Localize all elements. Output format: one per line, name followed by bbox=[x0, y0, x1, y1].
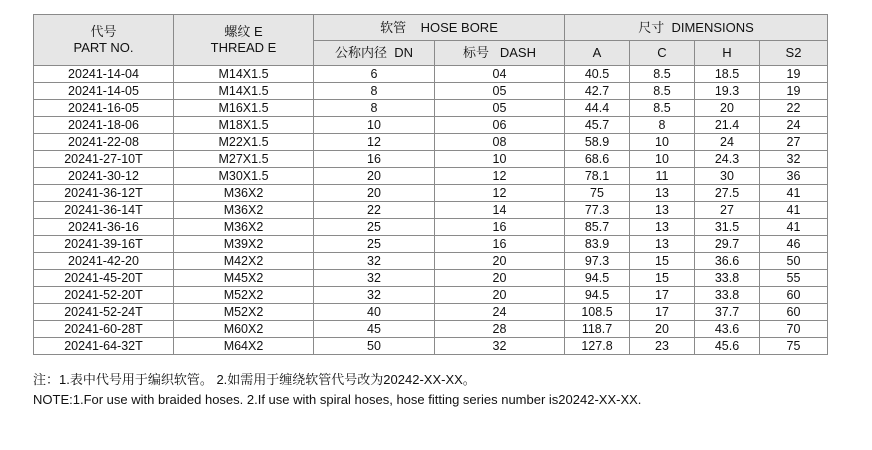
table-row bbox=[34, 253, 828, 270]
cell-dim-a: 108.5 bbox=[565, 304, 630, 321]
table-row bbox=[34, 236, 828, 253]
cell-dim-h: 31.5 bbox=[695, 219, 760, 236]
cell-dim-h: 24 bbox=[695, 134, 760, 151]
cell-dash: 24 bbox=[435, 304, 565, 321]
cell-dn: 8 bbox=[314, 83, 435, 100]
cell-dim-a: 85.7 bbox=[565, 219, 630, 236]
cell-dim-a: 44.4 bbox=[565, 100, 630, 117]
cell-dim-c: 13 bbox=[630, 236, 695, 253]
cell-dim-c: 11 bbox=[630, 168, 695, 185]
notes bbox=[33, 370, 641, 410]
cell-dim-c: 10 bbox=[630, 151, 695, 168]
cell-dim-a: 118.7 bbox=[565, 321, 630, 338]
cell-dn: 6 bbox=[314, 66, 435, 83]
cell-dim-s2: 60 bbox=[760, 304, 828, 321]
cell-dash: 14 bbox=[435, 202, 565, 219]
cell-dim-s2: 27 bbox=[760, 134, 828, 151]
cell-dim-h: 21.4 bbox=[695, 117, 760, 134]
cell-dn: 45 bbox=[314, 321, 435, 338]
cell-thread: M45X2 bbox=[174, 270, 314, 287]
cell-dim-h: 43.6 bbox=[695, 321, 760, 338]
cell-part-no: 20241-42-20 bbox=[34, 253, 174, 270]
table-row bbox=[34, 185, 828, 202]
cell-dim-c: 17 bbox=[630, 287, 695, 304]
cell-dash: 12 bbox=[435, 185, 565, 202]
cell-thread: M52X2 bbox=[174, 287, 314, 304]
cell-thread: M18X1.5 bbox=[174, 117, 314, 134]
table-row bbox=[34, 168, 828, 185]
cell-dn: 25 bbox=[314, 219, 435, 236]
header-dim-a: A bbox=[565, 41, 630, 66]
cell-dn: 10 bbox=[314, 117, 435, 134]
cell-part-no: 20241-16-05 bbox=[34, 100, 174, 117]
header-hose-bore: 软管 HOSE BORE bbox=[314, 15, 565, 41]
cell-dim-h: 18.5 bbox=[695, 66, 760, 83]
note-en: NOTE:1.For use with braided hoses. 2.If use with spiral hoses, hose fitting series number is20242-XX-XX. bbox=[33, 392, 642, 407]
cell-dim-h: 27.5 bbox=[695, 185, 760, 202]
cell-dn: 12 bbox=[314, 134, 435, 151]
cell-part-no: 20241-36-16 bbox=[34, 219, 174, 236]
cell-dim-h: 24.3 bbox=[695, 151, 760, 168]
cell-dash: 10 bbox=[435, 151, 565, 168]
table-row bbox=[34, 270, 828, 287]
cell-dash: 16 bbox=[435, 219, 565, 236]
cell-dim-s2: 22 bbox=[760, 100, 828, 117]
cell-part-no: 20241-30-12 bbox=[34, 168, 174, 185]
cell-dim-c: 17 bbox=[630, 304, 695, 321]
header-part-no bbox=[34, 15, 174, 66]
cell-dim-a: 97.3 bbox=[565, 253, 630, 270]
cell-dim-a: 40.5 bbox=[565, 66, 630, 83]
cell-part-no: 20241-36-14T bbox=[34, 202, 174, 219]
cell-part-no: 20241-22-08 bbox=[34, 134, 174, 151]
cell-thread: M30X1.5 bbox=[174, 168, 314, 185]
table-row bbox=[34, 100, 828, 117]
cell-dim-c: 13 bbox=[630, 219, 695, 236]
cell-dim-a: 45.7 bbox=[565, 117, 630, 134]
cell-dn: 22 bbox=[314, 202, 435, 219]
header-thread-en: THREAD E bbox=[210, 40, 277, 55]
cell-thread: M36X2 bbox=[174, 219, 314, 236]
cell-dim-a: 94.5 bbox=[565, 287, 630, 304]
table-row bbox=[34, 287, 828, 304]
table-row bbox=[34, 219, 828, 236]
cell-thread: M14X1.5 bbox=[174, 83, 314, 100]
cell-dn: 40 bbox=[314, 304, 435, 321]
cell-thread: M60X2 bbox=[174, 321, 314, 338]
cell-thread: M52X2 bbox=[174, 304, 314, 321]
cell-dim-s2: 55 bbox=[760, 270, 828, 287]
cell-dim-s2: 19 bbox=[760, 83, 828, 100]
table-row bbox=[34, 117, 828, 134]
cell-dim-s2: 70 bbox=[760, 321, 828, 338]
table-row bbox=[34, 338, 828, 355]
header-dn: 公称内径 DN bbox=[314, 41, 435, 66]
cell-dash: 16 bbox=[435, 236, 565, 253]
cell-thread: M27X1.5 bbox=[174, 151, 314, 168]
cell-dim-s2: 32 bbox=[760, 151, 828, 168]
cell-dim-h: 36.6 bbox=[695, 253, 760, 270]
cell-dash: 28 bbox=[435, 321, 565, 338]
header-dim-c: C bbox=[630, 41, 695, 66]
header-dim-s2: S2 bbox=[760, 41, 828, 66]
cell-dash: 20 bbox=[435, 287, 565, 304]
cell-dash: 32 bbox=[435, 338, 565, 355]
cell-thread: M14X1.5 bbox=[174, 66, 314, 83]
cell-dim-s2: 36 bbox=[760, 168, 828, 185]
cell-dim-s2: 24 bbox=[760, 117, 828, 134]
table-row bbox=[34, 134, 828, 151]
header-thread-cn: 螺纹 E bbox=[224, 24, 263, 39]
cell-dim-a: 127.8 bbox=[565, 338, 630, 355]
header-dimensions: 尺寸 DIMENSIONS bbox=[565, 15, 828, 41]
cell-dn: 50 bbox=[314, 338, 435, 355]
header-thread bbox=[174, 15, 314, 66]
cell-dn: 32 bbox=[314, 253, 435, 270]
table-body bbox=[34, 66, 828, 355]
cell-dim-h: 33.8 bbox=[695, 270, 760, 287]
note-cn: 注：1.表中代号用于编织软管。 2.如需用于缠绕软管代号改为20242-XX-XX。 bbox=[33, 372, 476, 387]
header-part-no-cn: 代号 bbox=[90, 24, 117, 39]
cell-dim-a: 42.7 bbox=[565, 83, 630, 100]
table-row bbox=[34, 151, 828, 168]
cell-dim-a: 78.1 bbox=[565, 168, 630, 185]
header-part-no-en: PART NO. bbox=[73, 40, 134, 55]
cell-part-no: 20241-52-20T bbox=[34, 287, 174, 304]
cell-dim-h: 30 bbox=[695, 168, 760, 185]
cell-dim-s2: 60 bbox=[760, 287, 828, 304]
cell-dim-s2: 41 bbox=[760, 219, 828, 236]
cell-dim-a: 94.5 bbox=[565, 270, 630, 287]
table-row bbox=[34, 83, 828, 100]
cell-thread: M64X2 bbox=[174, 338, 314, 355]
cell-part-no: 20241-14-04 bbox=[34, 66, 174, 83]
cell-dim-c: 15 bbox=[630, 253, 695, 270]
cell-thread: M16X1.5 bbox=[174, 100, 314, 117]
cell-dn: 20 bbox=[314, 168, 435, 185]
cell-dim-s2: 41 bbox=[760, 185, 828, 202]
cell-dim-h: 33.8 bbox=[695, 287, 760, 304]
cell-dash: 12 bbox=[435, 168, 565, 185]
cell-part-no: 20241-18-06 bbox=[34, 117, 174, 134]
cell-thread: M42X2 bbox=[174, 253, 314, 270]
cell-dim-a: 58.9 bbox=[565, 134, 630, 151]
cell-dash: 04 bbox=[435, 66, 565, 83]
cell-dim-h: 20 bbox=[695, 100, 760, 117]
cell-dim-c: 10 bbox=[630, 134, 695, 151]
cell-dim-a: 77.3 bbox=[565, 202, 630, 219]
cell-dim-h: 27 bbox=[695, 202, 760, 219]
cell-dim-a: 68.6 bbox=[565, 151, 630, 168]
cell-part-no: 20241-45-20T bbox=[34, 270, 174, 287]
cell-part-no: 20241-27-10T bbox=[34, 151, 174, 168]
table-row bbox=[34, 321, 828, 338]
cell-dn: 32 bbox=[314, 287, 435, 304]
cell-dash: 06 bbox=[435, 117, 565, 134]
cell-dim-s2: 19 bbox=[760, 66, 828, 83]
cell-dim-c: 8.5 bbox=[630, 66, 695, 83]
cell-dash: 05 bbox=[435, 100, 565, 117]
cell-part-no: 20241-52-24T bbox=[34, 304, 174, 321]
cell-thread: M36X2 bbox=[174, 202, 314, 219]
table-row bbox=[34, 304, 828, 321]
cell-dim-s2: 50 bbox=[760, 253, 828, 270]
cell-dash: 05 bbox=[435, 83, 565, 100]
cell-thread: M22X1.5 bbox=[174, 134, 314, 151]
table-row bbox=[34, 202, 828, 219]
cell-dim-c: 23 bbox=[630, 338, 695, 355]
cell-part-no: 20241-64-32T bbox=[34, 338, 174, 355]
cell-part-no: 20241-36-12T bbox=[34, 185, 174, 202]
cell-dim-h: 19.3 bbox=[695, 83, 760, 100]
cell-dash: 20 bbox=[435, 270, 565, 287]
cell-dim-s2: 46 bbox=[760, 236, 828, 253]
cell-dim-c: 8.5 bbox=[630, 100, 695, 117]
header-dim-h: H bbox=[695, 41, 760, 66]
cell-dim-s2: 41 bbox=[760, 202, 828, 219]
cell-dim-c: 13 bbox=[630, 202, 695, 219]
cell-dim-a: 75 bbox=[565, 185, 630, 202]
cell-part-no: 20241-39-16T bbox=[34, 236, 174, 253]
cell-dn: 25 bbox=[314, 236, 435, 253]
cell-dim-c: 20 bbox=[630, 321, 695, 338]
cell-dn: 16 bbox=[314, 151, 435, 168]
cell-dim-c: 8 bbox=[630, 117, 695, 134]
cell-dash: 20 bbox=[435, 253, 565, 270]
cell-dn: 32 bbox=[314, 270, 435, 287]
cell-dim-h: 45.6 bbox=[695, 338, 760, 355]
cell-dim-c: 8.5 bbox=[630, 83, 695, 100]
cell-thread: M39X2 bbox=[174, 236, 314, 253]
cell-dash: 08 bbox=[435, 134, 565, 151]
cell-dim-c: 15 bbox=[630, 270, 695, 287]
cell-dn: 20 bbox=[314, 185, 435, 202]
cell-part-no: 20241-14-05 bbox=[34, 83, 174, 100]
header-dash: 标号 DASH bbox=[435, 41, 565, 66]
cell-dim-h: 29.7 bbox=[695, 236, 760, 253]
table-row bbox=[34, 66, 828, 83]
spec-table bbox=[33, 14, 828, 355]
cell-part-no: 20241-60-28T bbox=[34, 321, 174, 338]
cell-thread: M36X2 bbox=[174, 185, 314, 202]
cell-dim-s2: 75 bbox=[760, 338, 828, 355]
cell-dim-c: 13 bbox=[630, 185, 695, 202]
cell-dim-a: 83.9 bbox=[565, 236, 630, 253]
cell-dn: 8 bbox=[314, 100, 435, 117]
cell-dim-h: 37.7 bbox=[695, 304, 760, 321]
